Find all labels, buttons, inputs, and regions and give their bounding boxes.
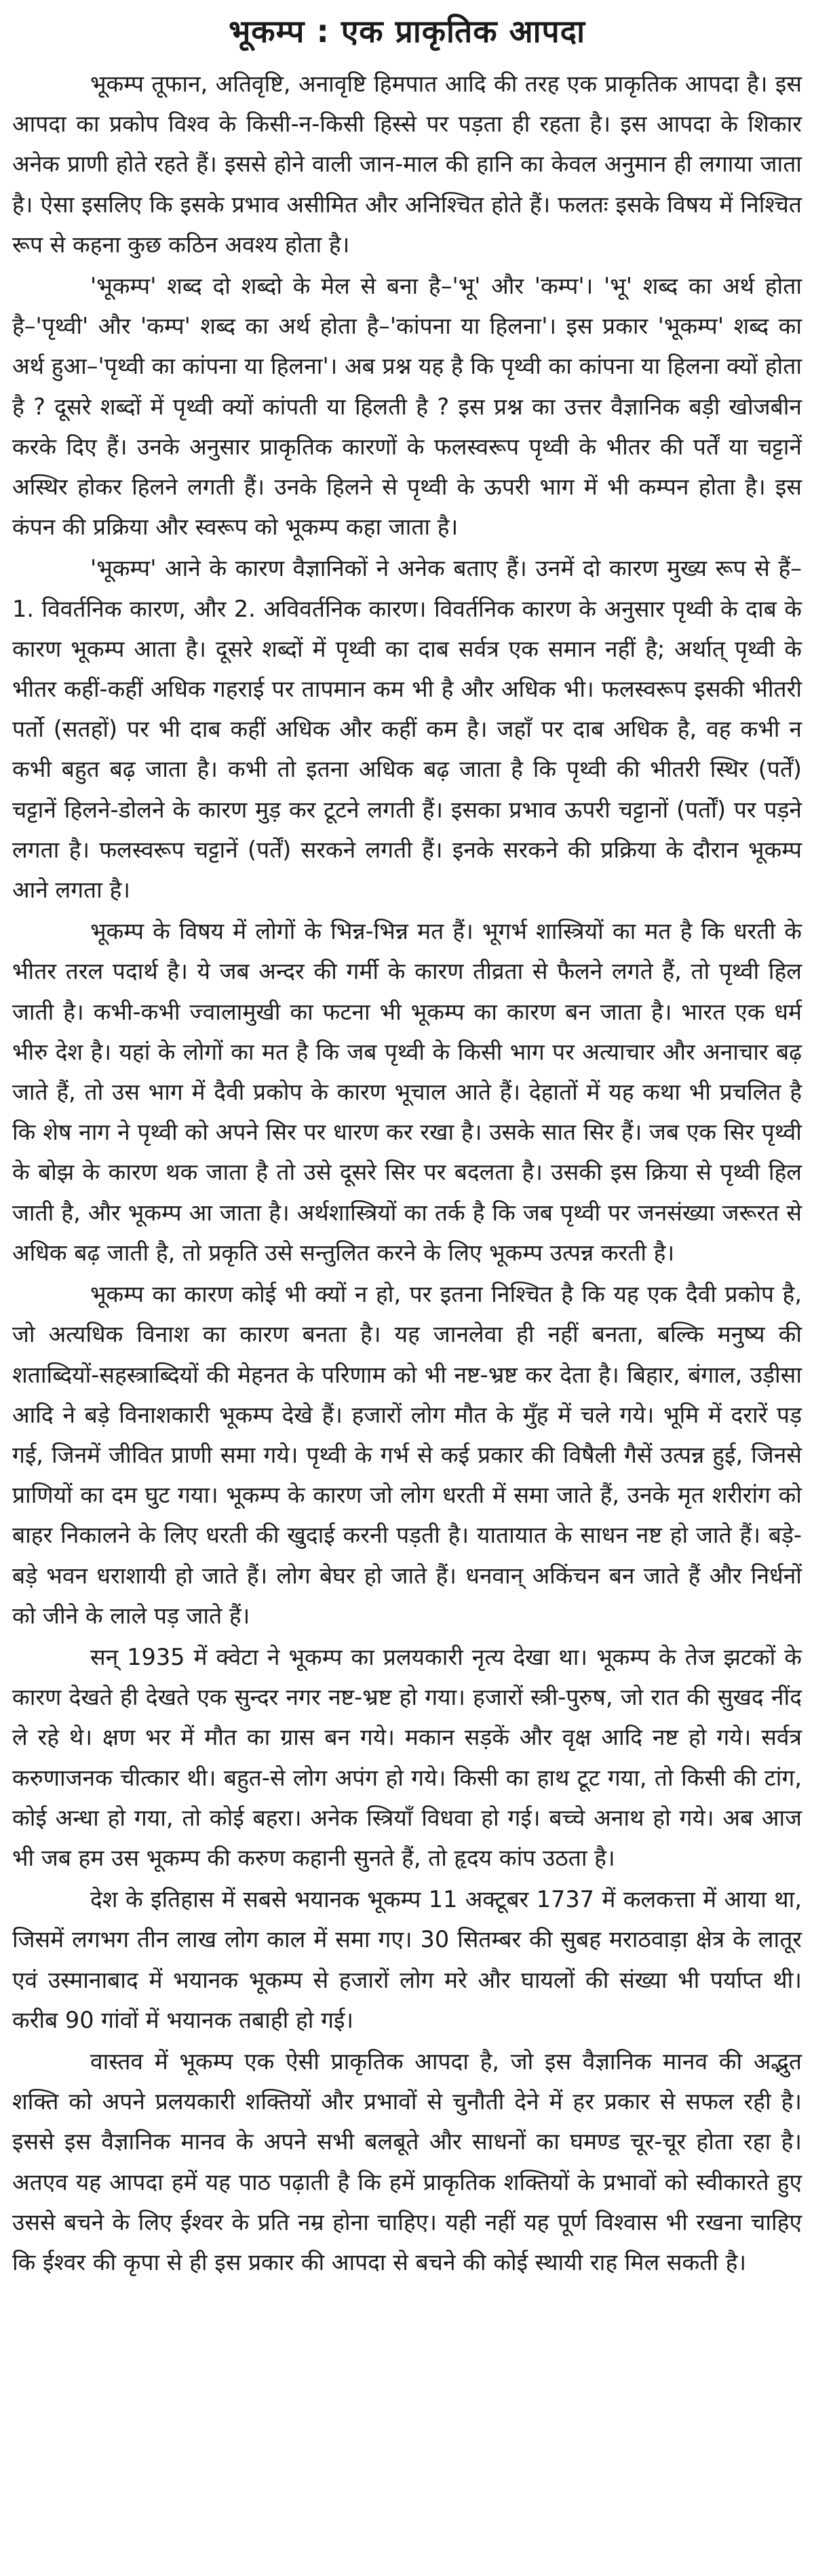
paragraph-conclusion: वास्तव में भूकम्प एक ऐसी प्राकृतिक आपदा है, जो इस वैज्ञानिक मानव की अद्भुत शक्ति को अपने प्रलयकारी शक्तियों और प्रभावों से चुनौती देने में हर प्रकार से सफल रही है। इससे इस वैज्ञानिक मानव के अपने सभी बलबूते और साधनों का घमण्ड चूर-चूर होता रहा है। अतएव यह आपदा हमें यह पाठ पढ़ाती है कि हमें प्राकृतिक शक्तियों के प्रभावों को स्वीकारते हुए उससे बचने के लिए ईश्वर के प्रति नम्र होना चाहिए। यही नहीं यह पूर्ण विश्वास भी रखना चाहिए कि ईश्वर की कृपा से ही इस प्रकार की आपदा से बचने की कोई स्थायी राह मिल सकती है। [12, 2048, 802, 2275]
paragraph-beliefs: भूकम्प के विषय में लोगों के भिन्न-भिन्न मत हैं। भूगर्भ शास्त्रियों का मत है कि धरती के भीतर तरल पदार्थ है। ये जब अन्दर की गर्मी के कारण तीव्रता से फैलने लगते हैं, तो पृथ्वी हिल जाती है। कभी-कभी ज्वालामुखी का फटना भी भूकम्प का कारण बन जाता है। भारत एक धर्म भीरु देश है। यहां के लोगों का मत है कि जब पृथ्वी के किसी भाग पर अत्याचार और अनाचार बढ़ जाते हैं, तो उस भाग में दैवी प्रकोप के कारण भूचाल आते हैं। देहातों में यह कथा भी प्रचलित है कि शेष नाग ने पृथ्वी को अपने सिर पर धारण कर रखा है। उसके सात सिर हैं। जब एक सिर पृथ्वी के बोझ के कारण थक जाता है तो उसे दूसरे सिर पर बदलता है। उसकी इस क्रिया से पृथ्वी हिल जाती है, और भूकम्प आ जाता है। अर्थशास्त्रियों का तर्क है कि जब पृथ्वी पर जनसंख्या जरूरत से अधिक बढ़ जाती है, तो प्रकृति उसे सन्तुलित करने के लिए भूकम्प उत्पन्न करती है। [12, 918, 802, 1266]
paragraph-quetta-1935: सन् 1935 में क्वेटा ने भूकम्प का प्रलयकारी नृत्य देखा था। भूकम्प के तेज झटकों के कारण देखते ही देखते एक सुन्दर नगर नष्ट-भ्रष्ट हो गया। हजारों स्त्री-पुरुष, जो रात की सुखद नींद ले रहे थे। क्षण भर में मौत का ग्रास बन गये। मकान सड़कें और वृक्ष आदि नष्ट हो गये। सर्वत्र करुणाजनक चीत्कार थी। बहुत-से लोग अपंग हो गये। किसी का हाथ टूट गया, तो किसी की टांग, कोई अन्धा हो गया, तो कोई बहरा। अनेक स्त्रियाँ विधवा हो गई। बच्चे अनाथ हो गये। अब आज भी जब हम उस भूकम्प की करुण कहानी सुनते हैं, तो हृदय कांप उठता है। [12, 1643, 802, 1871]
essay-page [12, 9, 802, 2284]
paragraph-history: देश के इतिहास में सबसे भयानक भूकम्प 11 अक्टूबर 1737 में कलकत्ता में आया था, जिसमें लगभग तीन लाख लोग काल में समा गए। 30 सितम्बर की सुबह मराठवाड़ा क्षेत्र के लातूर एवं उस्मानाबाद में भयानक भूकम्प से हजारों लोग मरे और घायलों की संख्या भी पर्याप्त थी। करीब 90 गांवों में भयानक तबाही हो गई। [12, 1886, 802, 2033]
paragraph-intro: भूकम्प तूफान, अतिवृष्टि, अनावृष्टि हिमपात आदि की तरह एक प्राकृतिक आपदा है। इस आपदा का प्रकोप विश्व के किसी-न-किसी हिस्से पर पड़ता ही रहता है। इस आपदा के शिकार अनेक प्राणी होते रहते हैं। इससे होने वाली जान-माल की हानि का केवल अनुमान ही लगाया जाता है। ऐसा इसलिए कि इसके प्रभाव असीमित और अनिश्चित होते हैं। फलतः इसके विषय में निश्चित रूप से कहना कुछ कठिन अवश्य होता है। [12, 71, 802, 258]
paragraph-word-meaning: 'भूकम्प' शब्द दो शब्दो के मेल से बना है–'भू' और 'कम्प'। 'भू' शब्द का अर्थ होता है–'पृथ्वी' और 'कम्प' शब्द का अर्थ होता है–'कांपना या हिलना'। इस प्रकार 'भूकम्प' शब्द का अर्थ हुआ–'पृथ्वी का कांपना या हिलना'। अब प्रश्न यह है कि पृथ्वी का कांपना या हिलना क्यों होता है ? दूसरे शब्दों में पृथ्वी क्यों कांपती या हिलती है ? इस प्रश्न का उत्तर वैज्ञानिक बड़ी खोजबीन करके दिए हैं। उनके अनुसार प्राकृतिक कारणों के फलस्वरूप पृथ्वी के भीतर की पर्तें या चट्टानें अस्थिर होकर हिलने लगती हैं। उनके हिलने से पृथ्वी के ऊपरी भाग में भी कम्पन होता है। इस कंपन की प्रक्रिया और स्वरूप को भूकम्प कहा जाता है। [12, 273, 802, 541]
essay-title: भूकम्प : एक प्राकृतिक आपदा [228, 13, 586, 50]
paragraph-destruction: भूकम्प का कारण कोई भी क्यों न हो, पर इतना निश्चित है कि यह एक दैवी प्रकोप है, जो अत्यधिक विनाश का कारण बनता है। यह जानलेवा ही नहीं बनता, बल्कि मनुष्य की शताब्दियों-सहस्त्राब्दियों की मेहनत के परिणाम को भी नष्ट-भ्रष्ट कर देता है। बिहार, बंगाल, उड़ीसा आदि ने बड़े विनाशकारी भूकम्प देखे हैं। हजारों लोग मौत के मुँह में चले गये। भूमि में दरारें पड़ गई, जिनमें जीवित प्राणी समा गये। पृथ्वी के गर्भ से कई प्रकार की विषैली गैसें उत्पन्न हुई, जिनसे प्राणियों का दम घुट गया। भूकम्प के कारण जो लोग धरती में समा जाते हैं, उनके मृत शरीरांग को बाहर निकालने के लिए धरती की खुदाई करनी पड़ती है। यातायात के साधन नष्ट हो जाते हैं। बड़े-बड़े भवन धराशायी हो जाते हैं। लोग बेघर हो जाते हैं। धनवान् अकिंचन बन जाते हैं और निर्धनों को जीने के लाले पड़ जाते हैं। [12, 1281, 802, 1629]
paragraph-scientific-causes: 'भूकम्प' आने के कारण वैज्ञानिकों ने अनेक बताए हैं। उनमें दो कारण मुख्य रूप से हैं–1. विवर्तनिक कारण, और 2. अविवर्तनिक कारण। विवर्तनिक कारण के अनुसार पृथ्वी के दाब के कारण भूकम्प आता है। दूसरे शब्दों में पृथ्वी का दाब सर्वत्र एक समान नहीं है; अर्थात् पृथ्वी के भीतर कहीं-कहीं अधिक गहराई पर तापमान कम भी है और अधिक भी। फलस्वरूप इसकी भीतरी पर्तो (सतहों) पर भी दाब कहीं अधिक और कहीं कम है। जहाँ पर दाब अधिक है, वह कभी न कभी बहुत बढ़ जाता है। कभी तो इतना अधिक बढ़ जाता है कि पृथ्वी की भीतरी स्थिर (पर्तें) चट्टानें हिलने-डोलने के कारण मुड़ कर टूटने लगती हैं। इसका प्रभाव ऊपरी चट्टानों (पर्तों) पर पड़ने लगता है। फलस्वरूप चट्टानें (पर्तें) सरकने लगती हैं। इनके सरकने की प्रक्रिया के दौरान भूकम्प आने लगता है। [12, 555, 802, 904]
